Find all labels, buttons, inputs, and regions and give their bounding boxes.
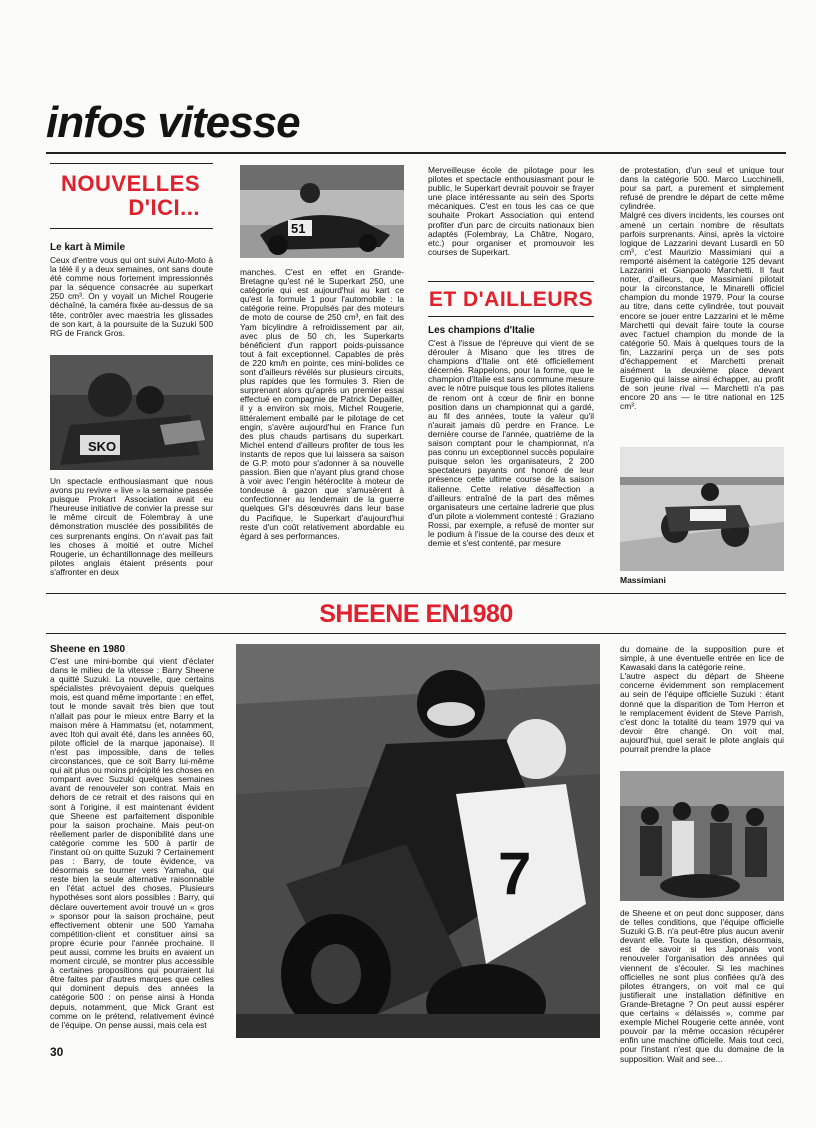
sheene-col1: C'est une mini-bombe qui vient d'éclater dans le milieu de la vitesse : Barry Sheene a quitté Suzuki. La nouvelle, que certains spécialistes prévoyaient depuis quelques mois, est quand même importante : en effet, tout le monde savait très bien que tout n'allait pas pour le mieux entre Barry et la maison mère à Hammatsu (et, notamment, avec Itoh qui avait été, dans les années 60, pilote officiel de la marque japonaise). Il n'est pas impossible, dans de telles circonstances, que ce soit Barry lui-même qui ait plus ou moins précipité les choses en rompant avec Suzuki quelques semaines avant de renouveler son contrat. Mais en dehors de ce retrait et des raisons qui en sont à l'origine, il est maintenant évident que Sheene est parfaitement disponible pour la saison prochaine. Mais peut-on réellement parler de disponibilité dans une catégorie comme les 500 à partir de l'instant où on quitte Suzuki ? Certainement pas : Barry, de toute évidence, va désormais se tourner vers Yamaha, qui reste bien la seule alternative raisonnable en l'état actuel des choses. Plusieurs hypothèses sont alors possibles : Barry, qui déclare ouvertement avoir trouvé un « gros » sponsor pour la saison prochaine, peut effectivement obtenir une 500 Yamaha compétition-client et constituer ainsi sa propre écurie pour l'année prochaine. Il peut aussi, comme les bruits en avaient un moment circulé, se montrer plus accessible à certaines propositions qui pourraient lui être faites par d'autres marques que celles qui dominent depuis des années la catégorie 500 : on pense ainsi à Honda depuis, notamment, que Mick Grant est comme on le prétend, relativement évincé de l'équipe. On pense aussi, mais cela est <box>50 656 214 1030</box>
header-rule <box>46 152 786 154</box>
bike-number-label: 7 <box>498 840 532 907</box>
massimiani-caption: Massimiani <box>620 575 666 585</box>
sheene-col4b: de Sheene et on peut donc supposer, dans de telles conditions, que l'équipe officielle Suzuki G.B. n'a peut-être plus aucun avenir devant elle. Toute la question, désormais, est de savoir si les Japonais vont renouveler l'organisation des années qui viennent de s'écouler. Si les machines officielles ne sont plus confiées qu'à des pilotes étrangers, on voit mal ce qui justifierait une installation définitive en Grande-Bretagne ? On peut aussi espérer que certains « délaissés », comme par exemple Michel Rougerie cette année, vont pouvoir par la même occasion récupérer enfin une machine officielle. Mais tout ceci, pour l'instant n'est que du domaine de la supposition. Wait and see... <box>620 908 784 1064</box>
nouvelles-para1: Ceux d'entre vous qui ont suivi Auto-Moto à la télé il y a deux semaines, ont sans doute été comme nous fortement impressionnés par la séquence consacrée au superkart 250 cm³. On y voyait un Michel Rougerie déchaîné, la caméra fixée au-dessus de sa tête, contrôler avec maestria les glissades de son kart, à la poursuite de la Suzuki 500 RG de Franck Gros. <box>50 255 213 338</box>
sheene-riders-illustration <box>236 644 600 1038</box>
sheene-col4a: du domaine de la supposition pure et simple, à une éventuelle entrée en lice de Kawasaki dans la catégorie reine. L'autre aspect du départ de Sheene concerne évidemment son remplacement au sein de l'équipe officielle Suzuki : étant donné que la disparition de Tom Herron et le remplacement évident de Steve Parrish, c'est donc la totalité du team 1979 qui va devoir être changé. On voit mal, aujourd'hui, quel serait le pilote anglais qui pourrait prendre la place <box>620 644 784 755</box>
page-number: 30 <box>50 1045 64 1059</box>
kart-cockpit-illustration <box>50 355 213 470</box>
ailleurs-headline: ET D'AILLEURS <box>428 288 594 311</box>
kart-cockpit-photo <box>50 355 213 470</box>
kart-track-illustration <box>240 165 404 258</box>
sheene-main-photo <box>236 644 600 1038</box>
nouvelles-col3: Merveilleuse école de pilotage pour les pilotes et spectacle enthousiasmant pour le public, le Superkart devrait pouvoir se frayer une place intéressante au sein des Sports mécaniques. C'est en tous les cas ce que souhaite Prokart Association qui entend profiter d'un parc de circuits nationaux bien adaptés (Folembray, La Châtre, Nogaro, etc.) pour organiser et promouvoir les courses de Superkart. <box>428 165 594 257</box>
nouvelles-headline-line1: NOUVELLES <box>61 171 200 196</box>
section-title: infos vitesse <box>46 98 300 147</box>
sheene-top-rule <box>46 593 786 594</box>
kart-sponsor-label: SKO <box>88 439 117 454</box>
ailleurs-col4: de protestation, d'un seul et unique tour dans la catégorie 500. Marco Lucchinelli, pour sa part, a purement et simplement refusé de prendre le départ de cette même cylindrée. Malgré ces divers incidents, les courses ont amené un certain nombre de résultats parfois surprenants. Ainsi, après la victoire logique de Lazzarini devant Lusardi en 50 cm³, c'est Maurizio Massimiani qui a remporté aisément la catégorie 125 devant Lazzarini et Gianpaolo Marchetti. Il faut noter, d'ailleurs, que Massimiani pilotait pour la circonstance, le Minarelli officiel champion du monde 1979. Pour la course au titre, dans cette cylindrée, tout pouvait encore se jouer entre Lazzarini et le même Marchetti qui devait faire toute la course avec l'actuel champion du monde de la catégorie 50. Mais à quelques tours de la fin, Lazzarini perça un de ses pots d'échappement et Marchetti prenait aisément la deuxième place devant Eugenio qui laisse ainsi échapper, au profit de son jeune rival — Marchetti n'a pas encore 20 ans — le titre national en 125 cm³. <box>620 165 784 412</box>
kart-track-photo <box>240 165 404 258</box>
sheene-subhead: Sheene en 1980 <box>50 644 126 655</box>
nouvelles-headline-line2: D'ICI... <box>128 195 200 220</box>
paddock-illustration <box>620 771 784 901</box>
sheene-headline-rule <box>46 633 786 634</box>
kart-number-label: 51 <box>291 221 306 236</box>
ailleurs-col3: C'est à l'issue de l'épreuve qui vient de se dérouler à Misano que les titres de champions d'Italie ont été officiellement décernés. Rappelons, pour la forme, que le champion d'Italie est sans commune mesure avec le nôtre puisque tous les pilotes italiens de renom ont à cœur de finir en bonne position dans un championnat qui a gardé, au fil des années, toute la valeur qu'il n'aurait jamais dû perdre en France. Le dernière course de l'année, quatrième de la saison comptant pour le championnat, n'a pas connu un exceptionnel succès populaire puisque selon les organisateurs, 2 200 spectateurs payants ont honoré de leur présence cette ultime course de la saison italienne. Cette relative désaffection a d'ailleurs entraîné de la part des mêmes organisateurs une certaine ladrerie que plus d'un pilote a violemment contesté : Graziano Rossi, par exemple, a refusé de monter sur le podium à l'issue de la course des deux et demie et s'est contenté, par mesure <box>428 338 594 549</box>
massimiani-illustration <box>620 447 784 571</box>
paddock-photo <box>620 771 784 901</box>
nouvelles-col2: manches. C'est en effet en Grande-Bretagne qu'est né le Superkart 250, une catégorie qui est aujourd'hui au kart ce qu'est la formule 1 pour l'automobile : la catégorie reine. Propulsés par des moteurs de moto de course de 250 cm³, en fait des Yam bicylindre à refroidissement par air, avec plus de 50 ch, les Superkarts bénéficient d'un rapport poids-puissance tout à fait exceptionnel. Capables de près de 220 km/h en pointe, ces mini-bolides ce sont d'ailleurs révélés sur plusieurs circuits, plus rapides que les formules 3. Rien de surprenant alors qu'après un premier essai effectué en compagnie de Patrick Depailler, il y a environ six mois, Michel Rougerie, littéralement emballé par le pilotage de cet engin, s'avère aujourd'hui en France l'un des plus chauds partisans du superkart. Michel entend d'ailleurs profiter de tous les instants de repos que lui laissera sa saison de G.P. moto pour s'adonner à sa nouvelle passion. Bien que n'ayant plus grand chose à voir avec l'engin hétéroclite à moteur de tondeuse à gazon que s'amusèrent à confectionner au lendemain de la guerre quelques GI's désœuvrés dans leur base du Pacifique, le Superkart d'aujourd'hui reste d'un coût relativement abordable eu égard à ses performances. <box>240 267 404 541</box>
nouvelles-headline-rule <box>50 228 213 229</box>
col1-top-rule <box>50 163 213 164</box>
nouvelles-para2: Un spectacle enthousiasmant que nous avons pu revivre « live » la semaine passée puisque Prokart Association avait eu l'heureuse initiative de convier la presse sur le même circuit de Folembray à une démonstration musclée des possibilités de ces surprenants engins. On n'avait pas fait les choses à moitié et outre Michel Rougerie, un échantillonnage des meilleurs pilotes anglais étaient présents pour s'affronter en deux <box>50 476 213 577</box>
ailleurs-headline-rule <box>428 316 594 317</box>
nouvelles-subhead: Le kart à Mimile <box>50 242 126 253</box>
nouvelles-headline <box>50 172 200 220</box>
sheene-headline: SHEENE EN1980 <box>319 600 513 628</box>
massimiani-photo <box>620 447 784 571</box>
ailleurs-top-rule <box>428 281 594 282</box>
ailleurs-subhead: Les champions d'Italie <box>428 325 535 336</box>
